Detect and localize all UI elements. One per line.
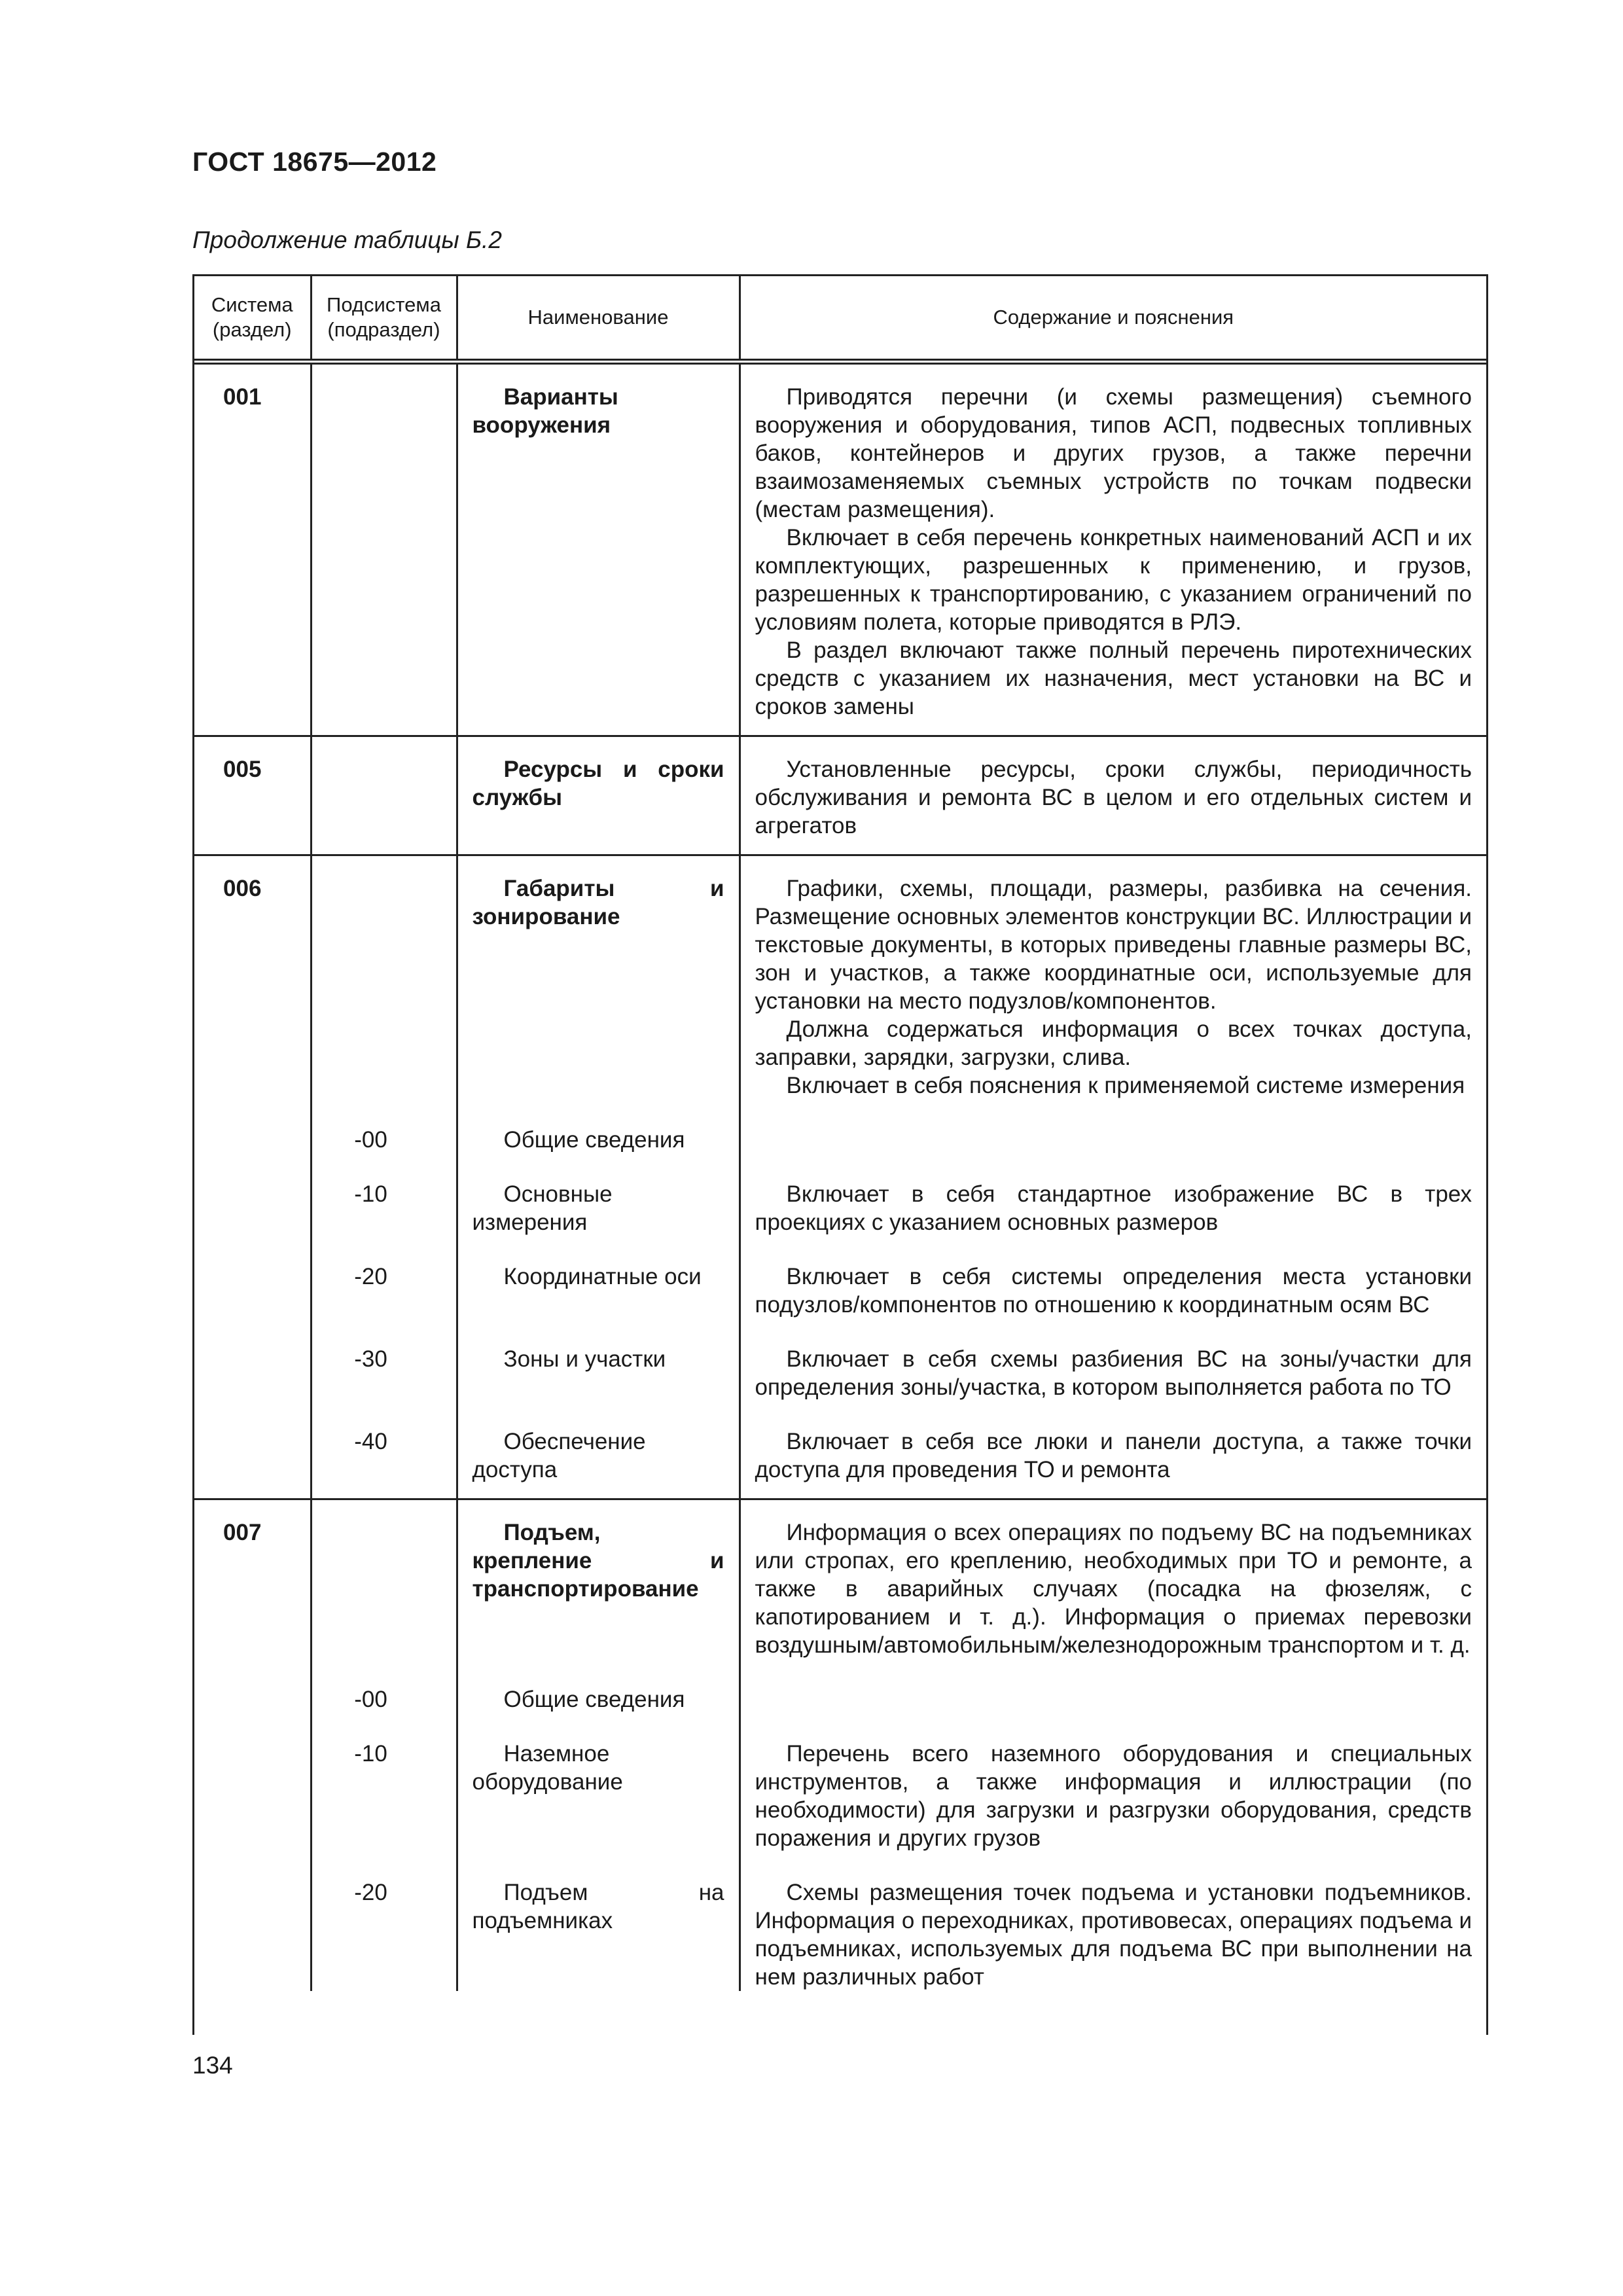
- description-paragraph: В раздел включают также полный перечень пиротехнических средств с указанием их назначения, мест установки на ВС и сроков замены: [755, 637, 1472, 719]
- system-code: 005: [194, 736, 311, 855]
- description-paragraph: Информация о всех операциях по подъему ВС на подъемниках или стропах, его креплению, необходимых при ТО и ремонте, а также в аварийных случаях (посадка на фюзеляж, с капотированием и т. д.). Информация о приемах перевозки воздушным/автомобильным/железнодорожным транспортом и т. д.: [755, 1520, 1472, 1658]
- row-name: Варианты вооружения: [457, 362, 740, 736]
- system-code: 001: [194, 362, 311, 736]
- subsystem-code: [311, 1499, 457, 1660]
- system-code: [194, 1154, 311, 1236]
- subsystem-code: -00: [311, 1659, 457, 1713]
- col-header-system: Система (раздел): [194, 276, 311, 362]
- description-paragraph: Графики, схемы, площади, размеры, разбивка на сечения. Размещение основных элементов конструкции ВС. Иллюстрации и текстовые документы, в которых приведены главные размеры ВС, зон и участков, а также координатные оси, используемые для установки на место подузлов/компонентов.: [755, 876, 1472, 1014]
- description-paragraph: Должна содержаться информация о всех точках доступа, заправки, зарядки, загрузки, слива.: [755, 1016, 1472, 1070]
- system-code: [194, 1401, 311, 1499]
- row-description: [740, 1499, 1486, 1660]
- row-description: Схемы размещения точек подъема и установки подъемников. Информация о переходниках, противовесах, операциях подъема и подъемниках, используемых для подъема ВС при выполнении на нем различных работ: [755, 1880, 1472, 1990]
- subsystem-code: [311, 736, 457, 855]
- row-description: Включает в себя все люки и панели доступа, а также точки доступа для проведения ТО и ремонта: [740, 1401, 1486, 1499]
- data-table: [194, 276, 1486, 1991]
- system-code: 007: [194, 1499, 311, 1660]
- description-paragraph: Установленные ресурсы, сроки службы, периодичность обслуживания и ремонта ВС в целом и его отдельных систем и агрегатов: [755, 757, 1472, 838]
- subsystem-code: -20: [311, 1236, 457, 1319]
- col-header-name: Наименование: [457, 276, 740, 362]
- system-code: [194, 1100, 311, 1154]
- row-description: Включает в себя стандартное изображение ВС в трех проекциях с указанием основных размеров: [755, 1181, 1472, 1235]
- row-description: [740, 362, 1486, 736]
- table-row: [194, 736, 1486, 855]
- system-code: [194, 1659, 311, 1713]
- table-b2: [192, 274, 1488, 2035]
- row-name: Основные измерения: [457, 1154, 740, 1236]
- page-number: 134: [192, 2052, 233, 2079]
- subsystem-code: -30: [311, 1319, 457, 1401]
- subsystem-code: -00: [311, 1100, 457, 1154]
- table-row: [194, 1100, 1486, 1154]
- subsystem-code: [311, 855, 457, 1100]
- row-name: Габариты и зонирование: [457, 855, 740, 1100]
- table-row: [194, 1713, 1486, 1852]
- row-name: Наземное оборудование: [457, 1713, 740, 1852]
- row-description: [740, 1659, 1486, 1713]
- table-caption: Продолжение таблицы Б.2: [192, 226, 502, 253]
- row-description: Включает в себя системы определения места установки подузлов/компонентов по отношению к координатным осям ВС: [755, 1264, 1472, 1318]
- row-name: Зоны и участки: [457, 1319, 740, 1401]
- row-name: Подъем, крепление и транспортирование: [457, 1499, 740, 1660]
- table-row: [194, 1659, 1486, 1713]
- table-row: [194, 1319, 1486, 1401]
- subsystem-code: [311, 362, 457, 736]
- row-description: [740, 1100, 1486, 1154]
- system-code: [194, 1852, 311, 1991]
- system-code: [194, 1319, 311, 1401]
- row-description: [740, 855, 1486, 1100]
- row-description: Перечень всего наземного оборудования и специальных инструментов, а также информация и иллюстрации (по необходимости) для загрузки и разгрузки оборудования, средств поражения и других грузов: [755, 1741, 1472, 1851]
- row-name: Общие сведения: [457, 1100, 740, 1154]
- system-code: [194, 1713, 311, 1852]
- row-name: Ресурсы и сроки службы: [457, 736, 740, 855]
- row-name: Подъем на подъемниках: [457, 1852, 740, 1991]
- col-header-subsystem: Подсистема (подраздел): [311, 276, 457, 362]
- subsystem-code: -20: [311, 1852, 457, 1991]
- row-description: Включает в себя схемы разбиения ВС на зоны/участки для определения зоны/участка, в котором выполняется работа по ТО: [755, 1346, 1472, 1400]
- system-code: [194, 1236, 311, 1319]
- subsystem-code: -40: [311, 1401, 457, 1499]
- table-header-row: [194, 276, 1486, 362]
- subsystem-code: -10: [311, 1154, 457, 1236]
- subsystem-code: -10: [311, 1713, 457, 1852]
- table-row: [194, 1401, 1486, 1499]
- table-row: [194, 1154, 1486, 1236]
- description-paragraph: Включает в себя пояснения к применяемой системе измерения: [786, 1073, 1465, 1098]
- document-header: ГОСТ 18675—2012: [192, 147, 437, 177]
- table-row: [194, 362, 1486, 736]
- row-name: Координатные оси: [457, 1236, 740, 1319]
- table-row: [194, 855, 1486, 1100]
- description-paragraph: Включает в себя перечень конкретных наименований АСП и их комплектующих, разрешенных к применению, и грузов, разрешенных к транспортированию, с указанием ограничений по условиям полета, которые приводятся в РЛЭ.: [755, 525, 1472, 635]
- row-description: [740, 736, 1486, 855]
- row-name: Обеспечение доступа: [457, 1401, 740, 1499]
- table-row: [194, 1852, 1486, 1991]
- col-header-content: Содержание и пояснения: [993, 306, 1234, 329]
- row-name: Общие сведения: [457, 1659, 740, 1713]
- table-row: [194, 1499, 1486, 1660]
- system-code: 006: [194, 855, 311, 1100]
- table-row: [194, 1236, 1486, 1319]
- description-paragraph: Приводятся перечни (и схемы размещения) съемного вооружения и оборудования, типов АСП, подвесных топливных баков, контейнеров и других грузов, а также перечни взаимозаменяемых съемных устройств по точкам подвески (местам размещения).: [755, 384, 1472, 522]
